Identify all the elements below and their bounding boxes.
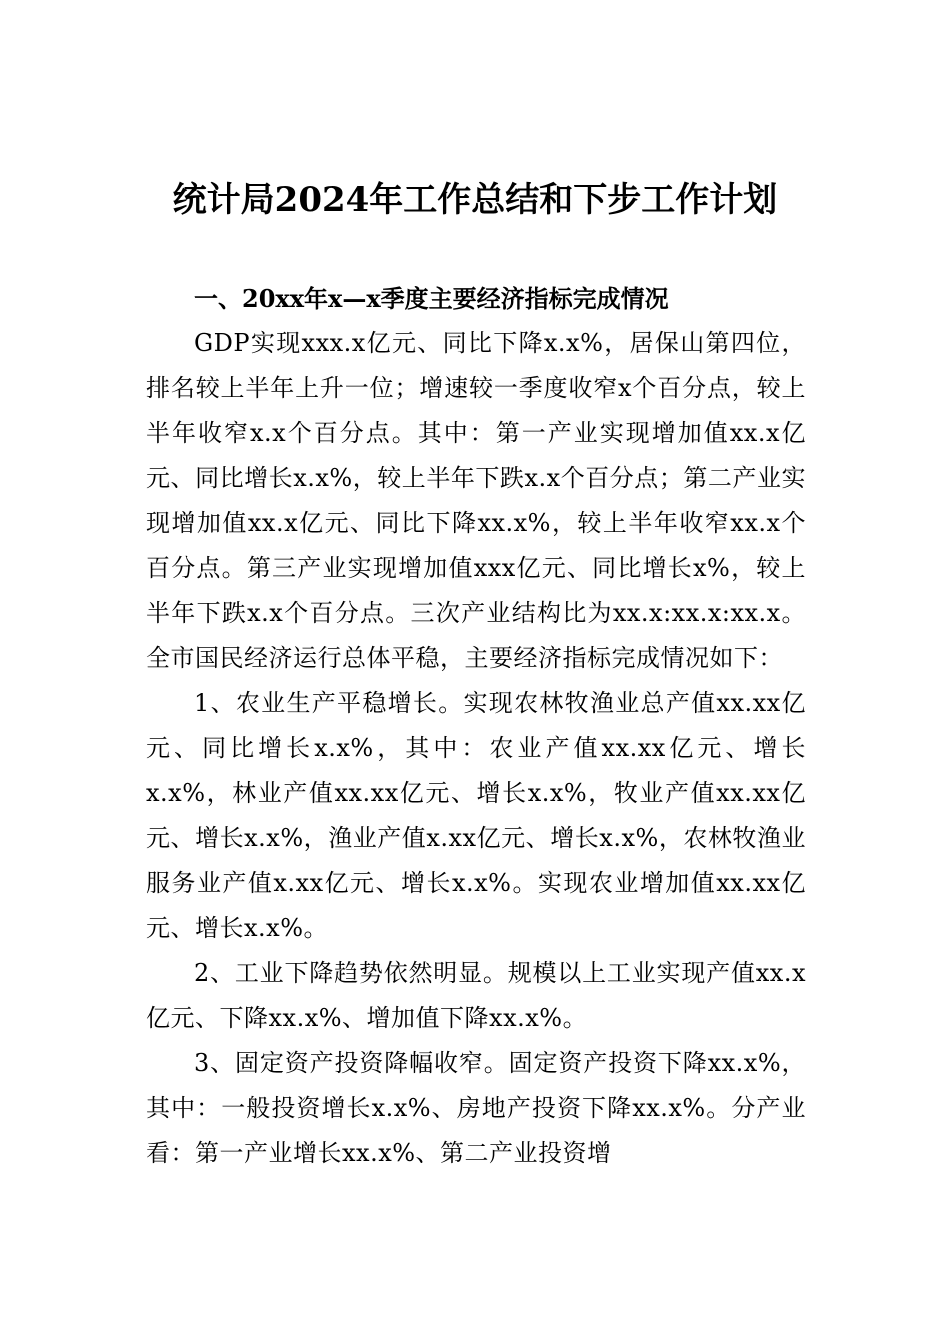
paragraph-agriculture: 1、农业生产平稳增长。实现农林牧渔业总产值xx.xx亿元、同比增长x.x%，其中：农业产值xx.xx亿元、增长x.x%，林业产值xx.xx亿元、增长x.x%，牧业产值xx.xx亿元、增长x.x%，渔业产值x.xx亿元、增长x.x%，农林牧渔业服务业产值x.xx亿元、增长x.x%。实现农业增加值xx.xx亿元、增长x.x%。 <box>146 689 806 942</box>
document-body <box>146 276 806 1176</box>
paragraph-industry: 2、工业下降趋势依然明显。规模以上工业实现产值xx.x亿元、下降xx.x%、增加值下降xx.x%。 <box>146 959 806 1032</box>
paragraph-fixed-investment: 3、固定资产投资降幅收窄。固定资产投资下降xx.x%，其中：一般投资增长x.x%、房地产投资下降xx.x%。分产业看：第一产业增长xx.x%、第二产业投资增 <box>146 1049 806 1167</box>
section-heading: 一、20xx年x—x季度主要经济指标完成情况 <box>194 284 669 313</box>
document-title: 统计局2024年工作总结和下步工作计划 <box>172 180 778 220</box>
paragraph-gdp-summary: GDP实现xxx.x亿元、同比下降x.x%，居保山第四位，排名较上半年上升一位；增速较一季度收窄x个百分点，较上半年收窄x.x个百分点。其中：第一产业实现增加值xx.x亿元、同比增长x.x%，较上半年下跌x.x个百分点；第二产业实现增加值xx.x亿元、同比下降xx.x%，较上半年收窄xx.x个百分点。第三产业实现增加值xxx亿元、同比增长x%，较上半年下跌x.x个百分点。三次产业结构比为xx.x:xx.x:xx.x。全市国民经济运行总体平稳，主要经济指标完成情况如下： <box>146 329 806 672</box>
